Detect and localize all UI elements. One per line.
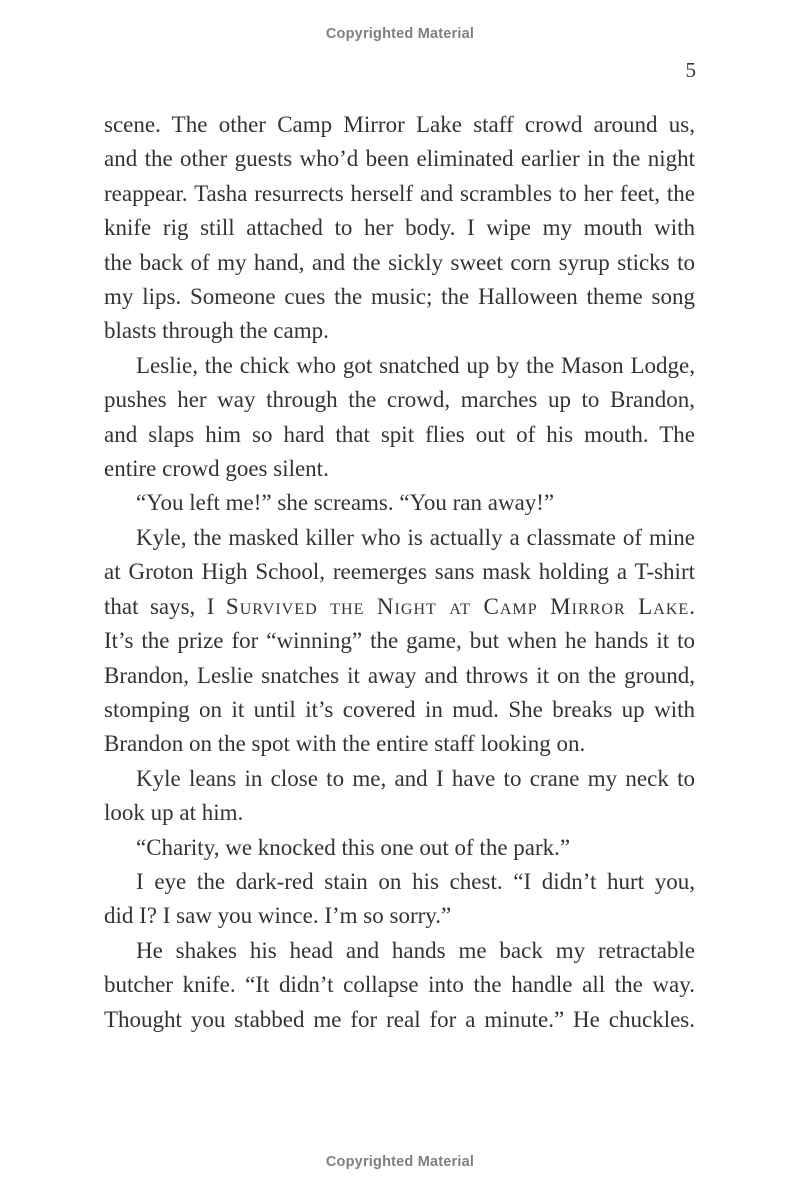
page-number: 5: [685, 58, 696, 82]
body-line: pushes her way through the crowd, marches up to Brandon,: [104, 387, 695, 413]
paragraph: [104, 934, 695, 1037]
body-line: knife rig still attached to her body. I wipe my mouth with: [104, 215, 695, 241]
tshirt-slogan-smallcaps: Survived the Night at Camp Mirror Lake: [225, 593, 690, 619]
body-line: He shakes his head and hands me back my retractable: [136, 937, 695, 963]
body-line-text: .: [689, 593, 695, 619]
body-line: Leslie, the chick who got snatched up by the Mason Lodge,: [136, 352, 695, 378]
copyright-notice-bottom: Copyrighted Material: [325, 1154, 475, 1170]
paragraph: [104, 486, 695, 520]
body-line: blasts through the camp.: [104, 318, 329, 344]
body-line: “You left me!” she screams. “You ran away!”: [136, 490, 555, 516]
body-line: [104, 590, 695, 624]
body-line: Kyle leans in close to me, and I have to crane my neck to: [136, 765, 695, 791]
body-line: look up at him.: [104, 800, 244, 826]
body-line: did I? I saw you wince. I’m so sorry.”: [104, 903, 452, 929]
body-line: butcher knife. “It didn’t collapse into the handle all the way.: [104, 972, 695, 998]
body-line: Brandon, Leslie snatches it away and throws it on the ground,: [104, 662, 695, 688]
body-line: Thought you stabbed me for real for a minute.” He chuckles.: [104, 1006, 695, 1032]
paragraph: [104, 521, 695, 762]
body-line: “Charity, we knocked this one out of the park.”: [136, 834, 571, 860]
body-line: my lips. Someone cues the music; the Halloween theme song: [104, 284, 695, 310]
body-line: and slaps him so hard that spit flies out of his mouth. The: [104, 421, 695, 447]
paragraph: [104, 762, 695, 831]
body-line: and the other guests who’d been eliminated earlier in the night: [104, 146, 695, 172]
body-line: Brandon on the spot with the entire staff looking on.: [104, 731, 586, 757]
body-line-text: that says, I: [104, 593, 226, 619]
body-line: I eye the dark-red stain on his chest. “I didn’t hurt you,: [136, 868, 695, 894]
body-line: Kyle, the masked killer who is actually a classmate of mine: [136, 524, 695, 550]
paragraph: [104, 349, 695, 487]
paragraph: [104, 831, 695, 865]
body-line: stomping on it until it’s covered in mud. She breaks up with: [104, 696, 695, 722]
paragraph: [104, 108, 695, 349]
copyright-notice-top: Copyrighted Material: [325, 26, 475, 42]
body-line: scene. The other Camp Mirror Lake staff crowd around us,: [104, 112, 695, 137]
body-line: the back of my hand, and the sickly sweet corn syrup sticks to: [104, 249, 695, 275]
body-line: It’s the prize for “winning” the game, but when he hands it to: [104, 628, 695, 654]
body-line: at Groton High School, reemerges sans mask holding a T-shirt: [104, 559, 695, 585]
body-text: [104, 108, 695, 1037]
body-line: reappear. Tasha resurrects herself and scrambles to her feet, the: [104, 180, 695, 206]
paragraph: [104, 865, 695, 934]
body-line: entire crowd goes silent.: [104, 456, 329, 482]
